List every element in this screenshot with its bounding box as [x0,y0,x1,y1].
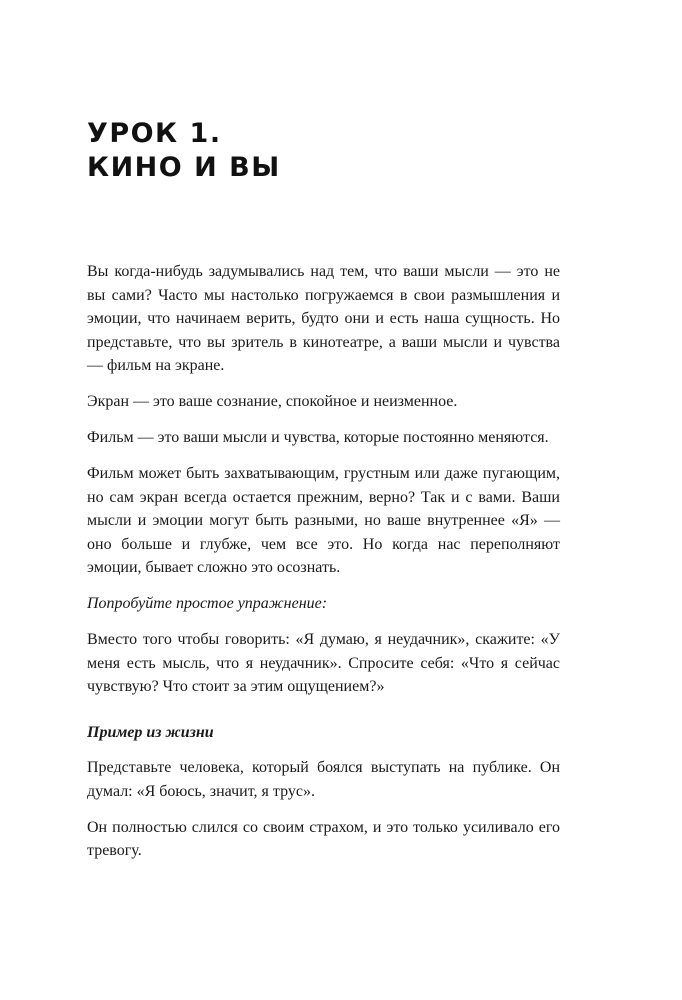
chapter-title-line-2: КИНО И ВЫ [87,152,281,183]
paragraph-example: Представьте человека, который боялся выступать на публике. Он думал: «Я боюсь, значит, я трус». [87,759,560,800]
paragraph-film: Фильм — это ваши мысли и чувства, которые постоянно меняются. [87,429,549,446]
chapter-title-line-1: УРОК 1. [87,118,222,149]
paragraph-intro: Вы когда-нибудь задумывались над тем, что ваши мысли — это не вы сами? Часто мы настолько погружаемся в свои размышления и эмоции, что начинаем верить, будто они и есть наша сущность. Но представьте, что вы зритель в кинотеатре, а ваши мысли и чувства — фильм на экране. [87,263,560,374]
example-subheading: Пример из жизни [87,723,214,741]
paragraph-exercise: Вместо того чтобы говорить: «Я думаю, я неудачник», скажите: «У меня есть мысль, что я неудачник». Спросите себя: «Что я сейчас чувствую? Что стоит за этим ощущением?» [87,631,560,695]
paragraph-inner-self: Фильм может быть захватывающим, грустным или даже пугающим, но сам экран всегда остается прежним, верно? Так и с вами. Ваши мысли и эмоции могут быть разными, но ваше внутреннее «Я» — оно больше и глубже, чем все это. Но когда нас переполняют эмоции, бывает сложно это осознать. [87,465,560,576]
paragraph-example-fear: Он полностью слился со своим страхом, и это только усиливало его тревогу. [87,818,560,859]
paragraph-screen: Экран — это ваше сознание, спокойное и неизменное. [87,393,458,410]
chapter-title [87,117,567,185]
chapter-body [87,260,560,875]
exercise-label: Попробуйте простое упражнение: [87,595,328,612]
